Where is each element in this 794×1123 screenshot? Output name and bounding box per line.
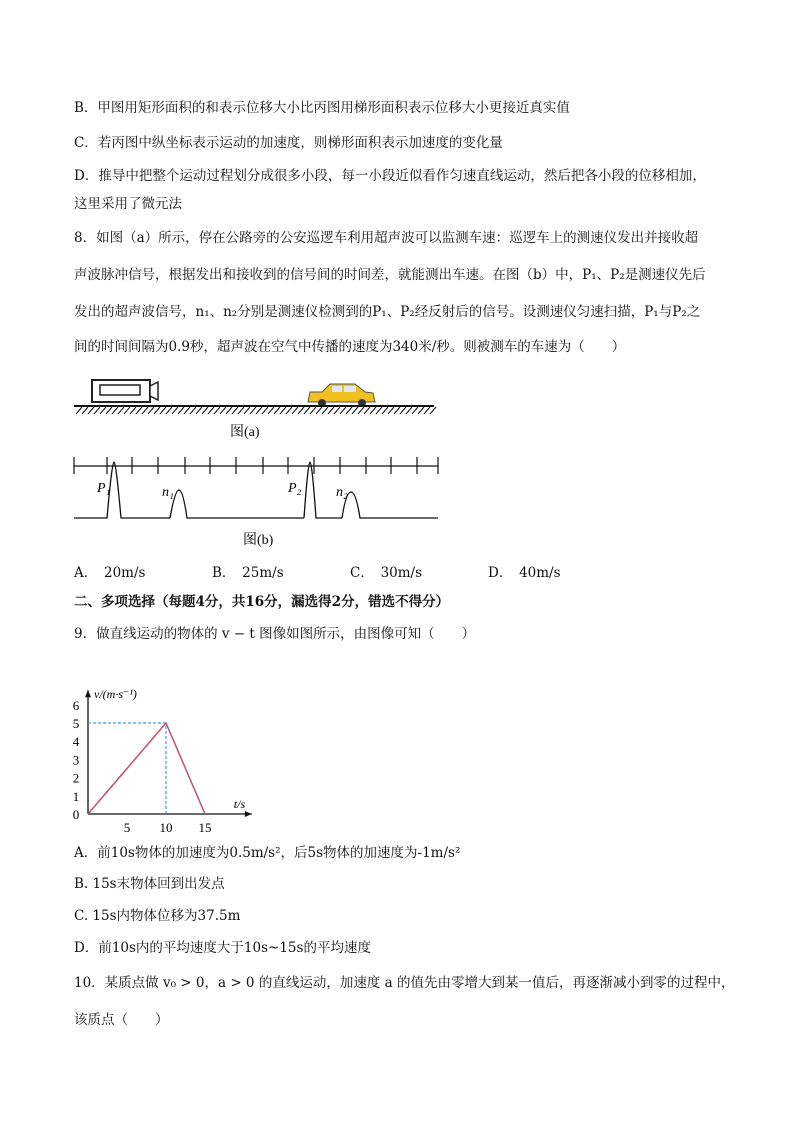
patrol-van-icon xyxy=(92,380,158,402)
car-icon xyxy=(308,384,375,407)
q10-stem-line1: 10．某质点做 v₀ > 0，a > 0 的直线运动，加速度 a 的值先由零增大到某一值后，再逐渐减小到零的过程中， xyxy=(74,975,735,991)
y-tick-label: 0 xyxy=(72,807,80,822)
road-hatching xyxy=(76,407,436,414)
y-tick-label: 5 xyxy=(72,716,80,731)
q8-option-d: D． 40m/s xyxy=(488,565,561,581)
section-2-title: 二、多项选择（每题4分，共16分，漏选得2分，错选不得分） xyxy=(74,594,450,610)
q7-option-c: C．若丙图中纵坐标表示运动的加速度，则梯形面积表示加速度的变化量 xyxy=(74,135,503,151)
q8-option-c: C． 30m/s xyxy=(350,565,423,581)
figure-b xyxy=(70,452,442,552)
series-line xyxy=(88,723,205,814)
pulse-n1 xyxy=(170,490,304,518)
q7-option-d-line2: 这里采用了微元法 xyxy=(74,196,182,212)
pulse-n2 xyxy=(342,492,438,518)
x-tick-label: 5 xyxy=(123,820,131,835)
q7-option-d-line1: D．推导中把整个运动过程划分成很多小段，每一小段近似看作匀速直线运动，然后把各小段的位移相加， xyxy=(74,168,706,184)
y-tick-label: 6 xyxy=(72,697,80,713)
label-n2: n₂ xyxy=(336,485,348,500)
q8-option-a: A． 20m/s xyxy=(74,565,146,581)
q8-stem-line2: 声波脉冲信号，根据发出和接收到的信号间的时间差，就能测出车速。在图（b）中，P₁、P₂是测速仪先后 xyxy=(74,267,706,283)
label-n1: n₁ xyxy=(162,485,174,500)
q9-stem: 9．做直线运动的物体的 v − t 图像如图所示，由图像可知（ ） xyxy=(74,626,476,642)
figure-a-caption: 图(a) xyxy=(230,425,260,440)
figure-b-caption: 图(b) xyxy=(243,533,274,548)
q9-option-a: A．前10s物体的加速度为0.5m/s²，后5s物体的加速度为-1m/s² xyxy=(74,845,461,861)
q7-option-b: B．甲图用矩形面积的和表示位移大小比丙图用梯形面积表示位移大小更接近真实值 xyxy=(74,100,570,116)
x-axis-arrow xyxy=(245,811,252,817)
y-tick-label: 1 xyxy=(72,788,80,804)
y-tick-label: 2 xyxy=(72,770,80,786)
label-p2: P₂ xyxy=(288,481,302,496)
y-axis-arrow xyxy=(85,690,91,697)
y-tick-label: 3 xyxy=(72,752,80,768)
vt-chart xyxy=(70,650,270,840)
y-tick-label: 4 xyxy=(72,734,80,750)
q10-stem-line2: 该质点（ ） xyxy=(74,1012,169,1028)
q8-stem-line1: 8．如图（a）所示，停在公路旁的公安巡逻车利用超声波可以监测车速：巡逻车上的测速仪发出并接收超 xyxy=(74,230,699,246)
q9-option-b: B. 15s末物体回到出发点 xyxy=(74,876,225,892)
x-tick-label: 15 xyxy=(198,820,212,835)
q8-option-b: B． 25m/s xyxy=(212,565,284,581)
q9-option-d: D．前10s内的平均速度大于10s~15s的平均速度 xyxy=(74,940,371,956)
q8-stem-line3: 发出的超声波信号，n₁、n₂分别是测速仪检测到的P₁、P₂经反射后的信号。设测速仪匀速扫描，P₁与P₂之 xyxy=(74,304,701,320)
q9-option-c: C. 15s内物体位移为37.5m xyxy=(74,908,241,924)
x-axis-label: t/s xyxy=(233,797,246,811)
q8-stem-line4: 间的时间间隔为0.9秒，超声波在空气中传播的速度为340米/秒。则被测车的车速为（ ） xyxy=(74,339,626,355)
label-p1: P₁ xyxy=(97,481,111,496)
y-axis-label: v/(m·s⁻¹) xyxy=(94,687,137,702)
pulse-p1 xyxy=(74,462,170,518)
x-tick-label: 10 xyxy=(159,820,173,835)
figure-a xyxy=(70,372,440,442)
